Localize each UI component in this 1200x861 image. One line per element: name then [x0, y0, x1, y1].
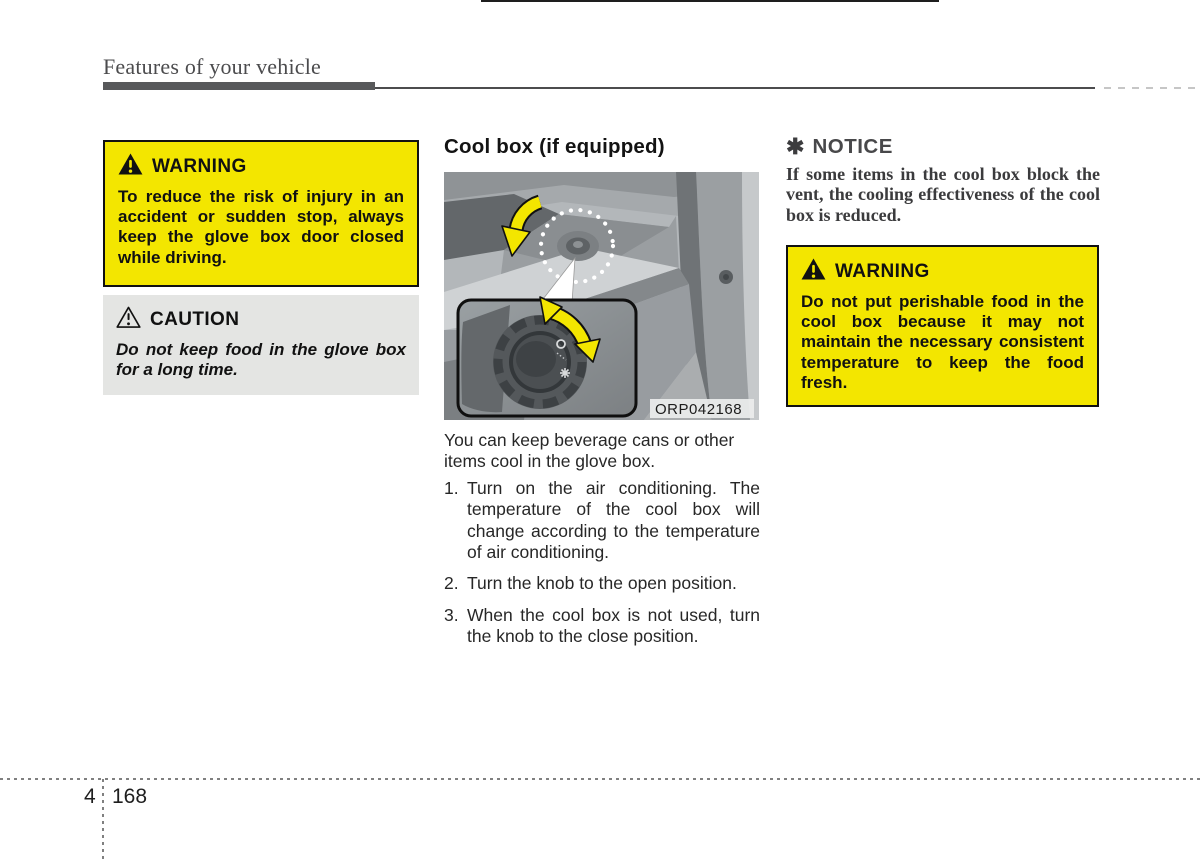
- header-rule-dashed: [1104, 87, 1200, 89]
- header-rule: [375, 87, 1095, 89]
- notice-body: If some items in the cool box block the vent, the cooling effectiveness of the cool box is reduced.: [786, 164, 1100, 225]
- warning-triangle-icon: [801, 258, 826, 285]
- warning-box-perishable-food: [786, 245, 1099, 407]
- caution-title: CAUTION: [150, 308, 240, 330]
- step-2: Turn the knob to the open position.: [467, 573, 737, 594]
- cool-box-steps: [444, 478, 760, 657]
- snowflake-symbol: [560, 368, 570, 378]
- header-accent-bar: [103, 82, 375, 90]
- warning-body: Do not put perishable food in the cool box because it may not maintain the necessary consistent temperature to keep the food fresh.: [801, 292, 1084, 392]
- footer-dashed-rule: [0, 778, 1200, 780]
- page-top-crop-line: [481, 0, 939, 2]
- caution-triangle-icon: [116, 306, 141, 333]
- footer-chapter-number: 4: [84, 785, 96, 808]
- cool-box-intro-text: You can keep beverage cans or other items cool in the glove box.: [444, 430, 735, 472]
- notice-title: NOTICE: [812, 135, 893, 158]
- step-3: When the cool box is not used, turn the knob to the close position.: [467, 604, 760, 647]
- page-title: Features of your vehicle: [103, 54, 322, 79]
- caution-box-food: [103, 295, 419, 395]
- step-1: Turn on the air conditioning. The temperature of the cool box will change according to the temperature of air conditioning.: [467, 478, 760, 563]
- warning-title: WARNING: [152, 155, 247, 177]
- footer-dashed-divider: [102, 779, 104, 861]
- footer-page-number: 168: [112, 785, 148, 808]
- warning-box-glove-box: [103, 140, 419, 287]
- warning-body: To reduce the risk of injury in an accident or sudden stop, always keep the glove box door closed while driving.: [118, 187, 404, 267]
- notice-asterisk-icon: ✱: [786, 134, 805, 159]
- cool-box-illustration: [444, 172, 759, 420]
- notice-heading: [786, 135, 893, 159]
- figure-code: ORP042168: [655, 401, 743, 418]
- warning-title: WARNING: [835, 260, 930, 282]
- knob-inset: [458, 297, 636, 416]
- section-title-cool-box: Cool box (if equipped): [444, 135, 665, 158]
- warning-triangle-icon: [118, 153, 143, 180]
- glove-box-knob-figure: [444, 172, 759, 420]
- caution-body: Do not keep food in the glove box for a long time.: [116, 340, 406, 380]
